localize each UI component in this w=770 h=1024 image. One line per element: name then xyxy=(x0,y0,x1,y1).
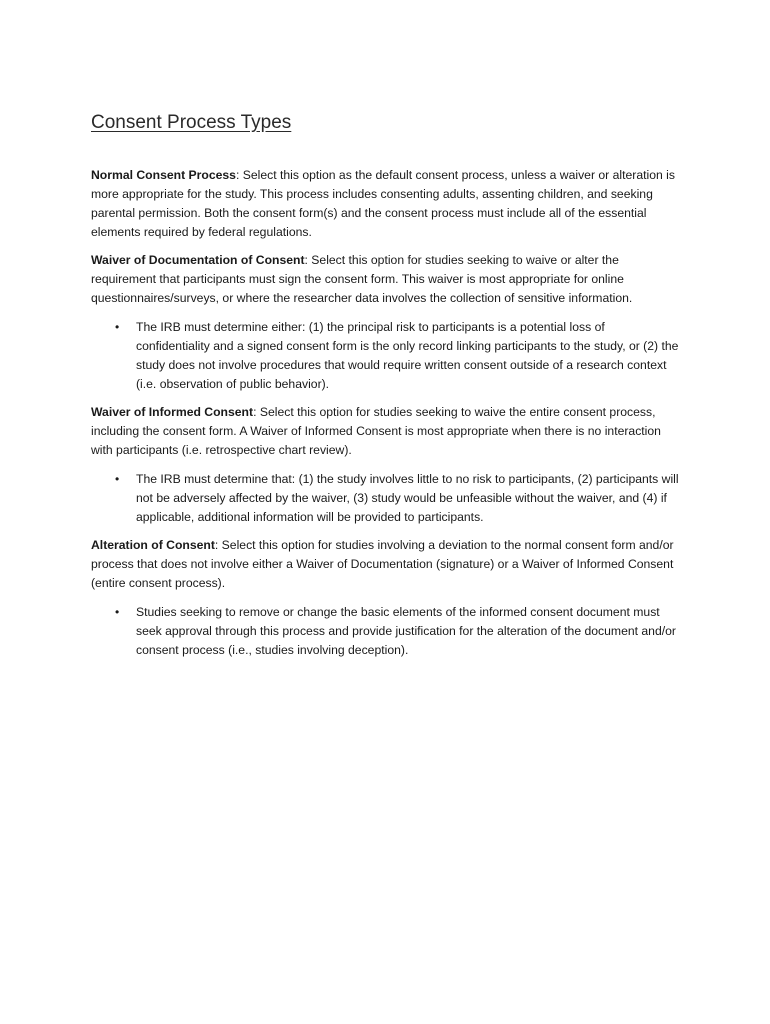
document-page xyxy=(91,110,681,669)
section-text: : Select this option for studies involving a deviation to the normal consent form and/or process that does not involve either a Waiver of Documentation (signature) or a Waiver of Informed Consent (entire consent process). xyxy=(91,538,674,590)
section-text: : Select this option as the default consent process, unless a waiver or alteration is more appropriate for the study. This process includes consenting adults, assenting children, and seeking parental permission. Both the consent form(s) and the consent process must include all of the essential elements required by federal regulations. xyxy=(91,168,675,239)
bullet-icon: • xyxy=(115,605,120,619)
section-paragraph xyxy=(91,403,681,460)
section-term: Normal Consent Process xyxy=(91,168,236,182)
section-term: Alteration of Consent xyxy=(91,538,215,552)
section-term: Waiver of Informed Consent xyxy=(91,405,254,419)
bullet-list xyxy=(91,603,681,660)
bullet-list xyxy=(91,318,681,394)
section-paragraph xyxy=(91,251,681,308)
bullet-icon: • xyxy=(115,472,120,486)
section-text: : Select this option for studies seeking to waive the entire consent process, including the consent form. A Waiver of Informed Consent is most appropriate when there is no interaction with participants (i.e. retrospective chart review). xyxy=(91,405,661,457)
bullet-list xyxy=(91,470,681,527)
bullet-text: The IRB must determine either: (1) the principal risk to participants is a potential loss of confidentiality and a signed consent form is the only record linking participants to the study, or (2) the study does not involve procedures that would require written consent outside of a research context (i.e. observation of public behavior). xyxy=(136,320,679,391)
list-item xyxy=(91,603,681,660)
bullet-text: The IRB must determine that: (1) the study involves little to no risk to participants, (2) participants will not be adversely affected by the waiver, (3) study would be unfeasible without the waiver, and (4) if applicable, additional information will be provided to participants. xyxy=(136,472,679,524)
section-waiver-documentation xyxy=(91,251,681,394)
section-alteration xyxy=(91,536,681,660)
section-waiver-informed xyxy=(91,403,681,527)
section-normal-consent xyxy=(91,166,681,242)
section-paragraph xyxy=(91,536,681,593)
section-text: : Select this option for studies seeking to waive or alter the requirement that participants must sign the consent form. This waiver is most appropriate for online questionnaires/surveys, or where the researcher data involves the collection of sensitive information. xyxy=(91,253,633,305)
list-item xyxy=(91,318,681,394)
section-paragraph xyxy=(91,166,681,242)
bullet-icon: • xyxy=(115,320,120,334)
page-title: Consent Process Types xyxy=(91,112,292,133)
list-item xyxy=(91,470,681,527)
bullet-text: Studies seeking to remove or change the basic elements of the informed consent document must seek approval through this process and provide justification for the alteration of the document and/or consent process (i.e., studies involving deception). xyxy=(136,605,676,657)
section-term: Waiver of Documentation of Consent xyxy=(91,253,305,267)
